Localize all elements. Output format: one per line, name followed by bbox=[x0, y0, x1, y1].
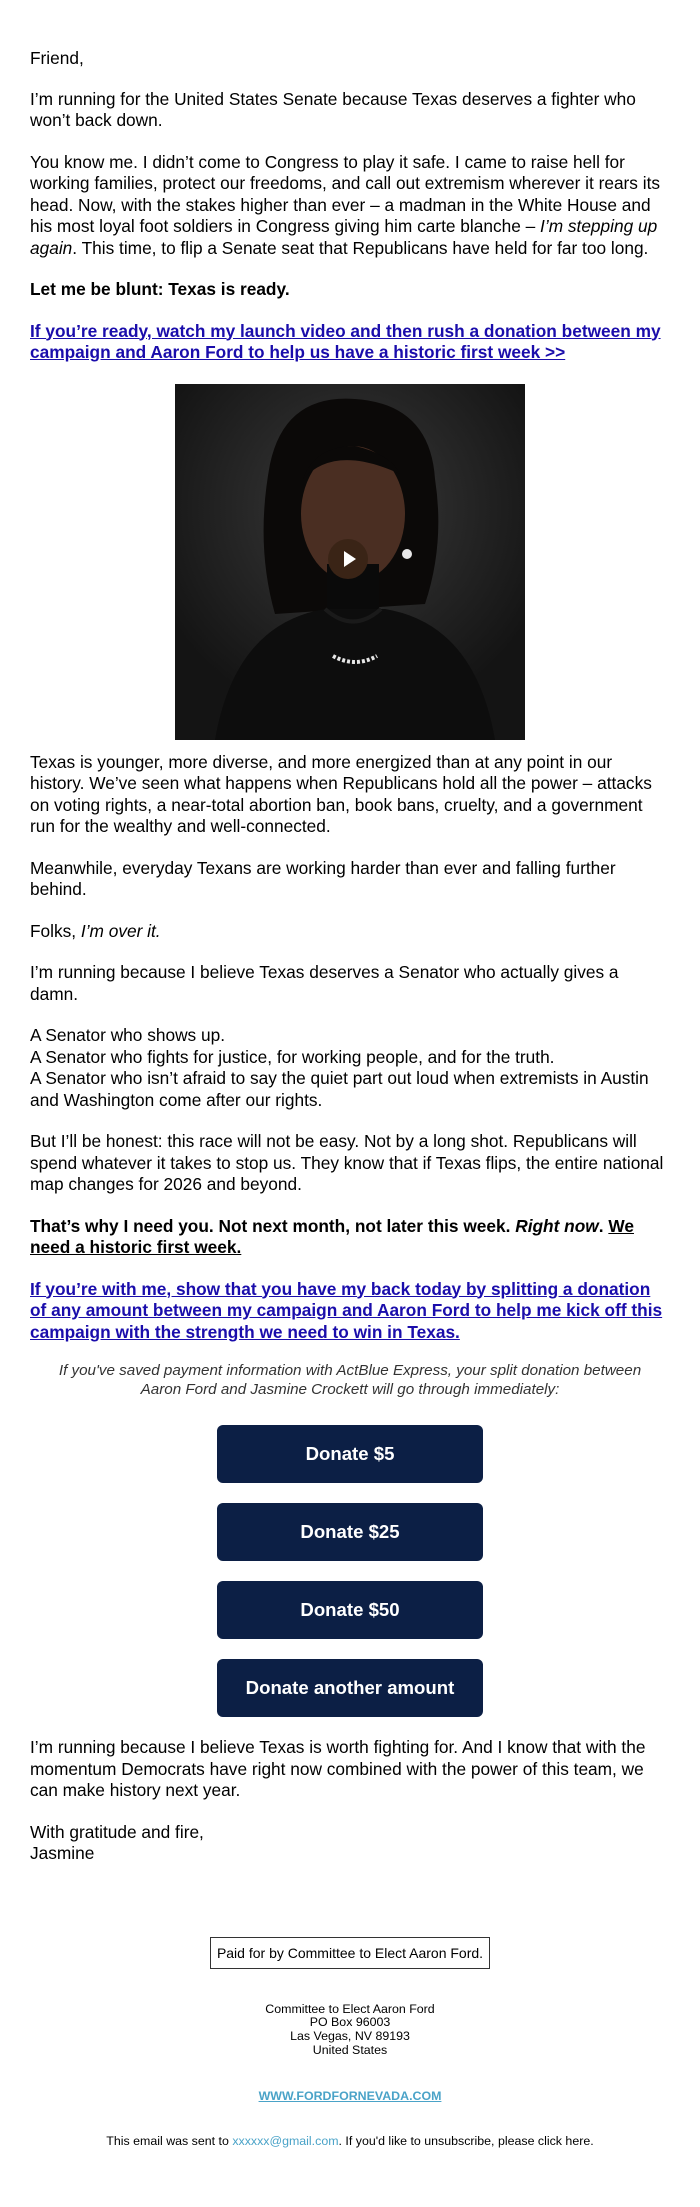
signature: Jasmine bbox=[30, 1843, 95, 1863]
greeting: Friend, bbox=[30, 48, 84, 68]
website-link[interactable]: WWW.FORDFORNEVADA.COM bbox=[258, 2088, 442, 2103]
launch-video-link[interactable]: If you’re ready, watch my launch video and then rush a donation between my campaign and Aaron Ford to help us have a historic first week >> bbox=[30, 320, 661, 362]
paid-for-disclaimer: Paid for by Committee to Elect Aaron Ford. bbox=[210, 1937, 490, 1969]
paragraph-honest: But I’ll be honest: this race will not be easy. Not by a long shot. Republicans will spend whatever it takes to stop us. They know that if Texas flips, the entire national map changes for 2026 and beyond. bbox=[30, 1131, 664, 1194]
signoff: With gratitude and fire, Jasmine bbox=[30, 1821, 204, 1863]
paragraph-folks: Folks, I’m over it. bbox=[30, 920, 161, 941]
paragraph-blunt: Let me be blunt: Texas is ready. bbox=[30, 279, 290, 299]
paragraph-running-because: I’m running because I believe Texas deserves a Senator who actually gives a damn. bbox=[30, 962, 619, 1004]
cta-paragraph-2 bbox=[30, 1279, 670, 1344]
donate-5-button[interactable]: Donate $5 bbox=[217, 1425, 483, 1483]
split-donation-link[interactable]: If you’re with me, show that you have my back today by splitting a donation of any amount between my campaign and Aaron Ford to help me kick off this campaign with the strength we need to win in Texas. bbox=[30, 1278, 663, 1342]
email-body bbox=[30, 0, 670, 2148]
paragraph-texas-younger: Texas is younger, more diverse, and more energized than at any point in our history. We’ve seen what happens when Republicans hold all the power – attacks on voting rights, a near-total abortion ban, book bans, cruelty, and a government run for the wealthy and well-connected. bbox=[30, 751, 652, 836]
donate-50-button[interactable]: Donate $50 bbox=[217, 1581, 483, 1639]
donate-other-button[interactable]: Donate another amount bbox=[217, 1659, 483, 1717]
play-icon[interactable] bbox=[328, 539, 368, 579]
donate-25-button[interactable]: Donate $25 bbox=[217, 1503, 483, 1561]
paragraph-intro: I’m running for the United States Senate because Texas deserves a fighter who won’t back down. bbox=[30, 88, 636, 130]
recipient-email-link[interactable]: xxxxxx@gmail.com bbox=[232, 2133, 339, 2148]
paragraph-meanwhile: Meanwhile, everyday Texans are working harder than ever and falling further behind. bbox=[30, 857, 616, 899]
paragraph-worth-fighting: I’m running because I believe Texas is worth fighting for. And I know that with the momentum Democrats have right now combined with the power of this team, we can make history next year. bbox=[30, 1737, 646, 1800]
mailing-address: Committee to Elect Aaron Ford PO Box 96003 Las Vegas, NV 89193 United States bbox=[265, 2001, 435, 2057]
paragraph-senator-list: A Senator who shows up. A Senator who fights for justice, for working people, and for the truth. A Senator who isn’t afraid to say the quiet part out loud when extremists in Austin and Washington come after our rights. bbox=[30, 1025, 649, 1110]
paragraph-need-you: That’s why I need you. Not next month, not later this week. Right now. We need a historic first week. bbox=[30, 1215, 634, 1257]
actblue-note: If you've saved payment information with ActBlue Express, your split donation between Aaron Ford and Jasmine Crockett will go through immediately: bbox=[58, 1362, 642, 1398]
paragraph-congress: You know me. I didn’t come to Congress to play it safe. I came to raise hell for working families, protect our freedoms, and call out extremism wherever it rears its head. Now, with the stakes higher than ever – a madman in the White House and his most loyal foot soldiers in Congress giving him carte blanche – I’m stepping up again. This time, to flip a Senate seat that Republicans have held for far too long. bbox=[30, 151, 661, 258]
unsubscribe-notice: This email was sent to xxxxxx@gmail.com. If you'd like to unsubscribe, please click here. bbox=[106, 2133, 594, 2148]
cta-paragraph-1 bbox=[30, 321, 670, 364]
launch-video-thumbnail[interactable] bbox=[175, 384, 525, 740]
